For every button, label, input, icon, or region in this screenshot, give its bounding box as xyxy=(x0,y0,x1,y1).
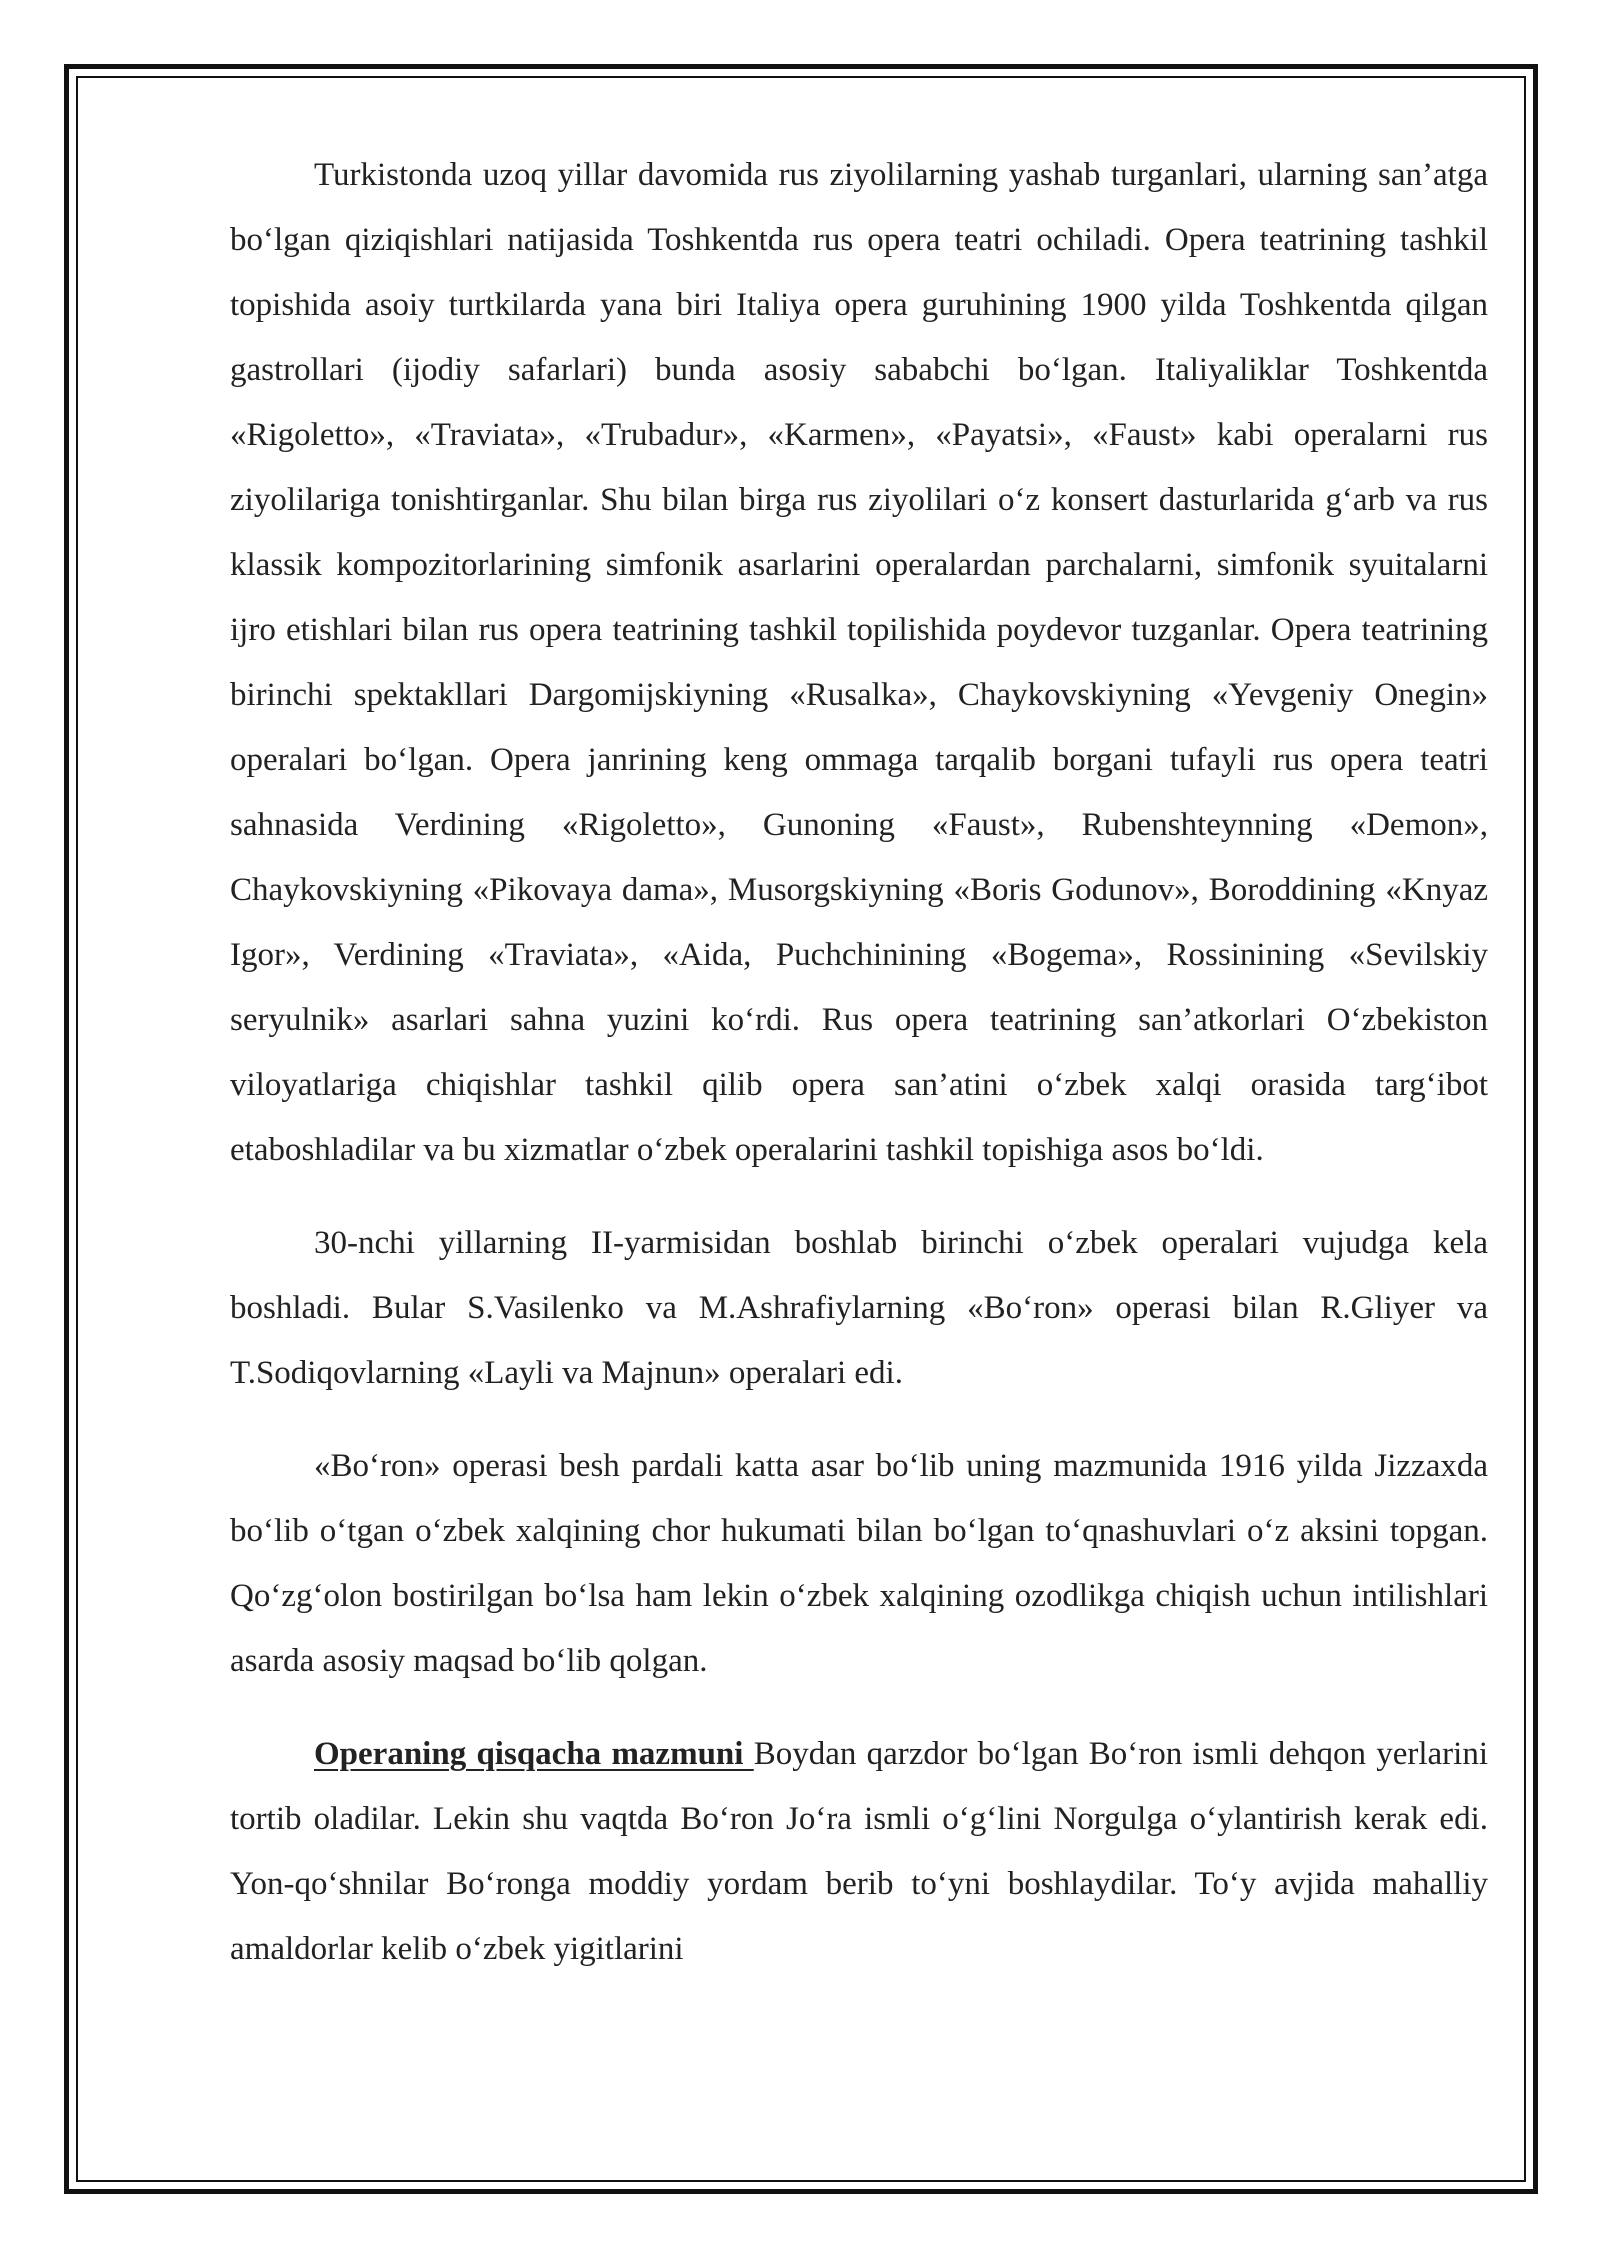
paragraph-first-uzbek-operas: 30-nchi yillarning II-yarmisidan boshlab birinchi o‘zbek operalari vujudga kela boshladi. Bular S.Vasilenko va M.Ashrafiylarning «Bo‘ron» operasi bilan R.Gliyer va T.Sodiqovlarning «Layli va Majnun» operalari edi. xyxy=(230,1225,1488,1391)
paragraph-russian-opera-theatre: Turkistonda uzoq yillar davomida rus ziyolilarning yashab turganlari, ularning san’atga bo‘lgan qiziqishlari natijasida Toshkentda rus opera teatri ochiladi. Opera teatrining tashkil topishida asoiy turtkilarda yana biri Italiya opera guruhining 1900 yilda Toshkentda qilgan gastrollari (ijodiy safarlari) bunda asosiy sababchi bo‘lgan. Italiyaliklar Toshkentda «Rigoletto», «Traviata», «Trubadur», «Karmen», «Payatsi», «Faust» kabi operalarni rus ziyolilariga tonishtirganlar. Shu bilan birga rus ziyolilari o‘z konsert dasturlarida g‘arb va rus klassik kompozitorlarining simfonik asarlarini operalardan parchalarni, simfonik syuitalarni ijro etishlari bilan rus opera teatrining tashkil topilishida poydevor tuzganlar. Opera teatrining birinchi spektakllari Dargomijskiyning «Rusalka», Chaykovskiyning «Yevgeniy Onegin» operalari bo‘lgan. Opera janrining keng ommaga tarqalib borgani tufayli rus opera teatri sahnasida Verdining «Rigoletto», Gunoning «Faust», Rubenshteynning «Demon», Chaykovskiyning «Pikovaya dama», Musorgskiyning «Boris Godunov», Boroddining «Knyaz Igor», Verdining «Traviata», «Aida, Puchchinining «Bogema», Rossinining «Sevilskiy seryulnik» asarlari sahna yuzini ko‘rdi. Rus opera teatrining san’atkorlari O‘zbekiston viloyatlariga chiqishlar tashkil qilib opera san’atini o‘zbek xalqi orasida targ‘ibot etaboshladilar va bu xizmatlar o‘zbek operalarini tashkil topishiga asos bo‘ldi. xyxy=(230,157,1488,1168)
paragraph-opera-summary xyxy=(230,1722,1488,1982)
paragraph-boron-opera: «Bo‘ron» operasi besh pardali katta asar bo‘lib uning mazmunida 1916 yilda Jizzaxda bo‘lib o‘tgan o‘zbek xalqining chor hukumati bilan bo‘lgan to‘qnashuvlari o‘z aksini topgan. Qo‘zg‘olon bostirilgan bo‘lsa ham lekin o‘zbek xalqining ozodlikga chiqish uchun intilishlari asarda asosiy maqsad bo‘lib qolgan. xyxy=(230,1448,1488,1679)
page-content xyxy=(230,143,1488,2010)
section-heading: Operaning qisqacha mazmuni xyxy=(314,1736,754,1772)
section-text: Boydan qarzdor bo‘lgan Bo‘ron ismli dehqon yerlarini tortib oladilar. Lekin shu vaqtda Bo‘ron Jo‘ra ismli o‘g‘lini Norgulga o‘ylantirish kerak edi. Yon-qo‘shnilar Bo‘ronga moddiy yordam berib to‘yni boshlaydilar. To‘y avjida mahalliy amaldorlar kelib o‘zbek yigitlarini xyxy=(230,1736,1488,1967)
